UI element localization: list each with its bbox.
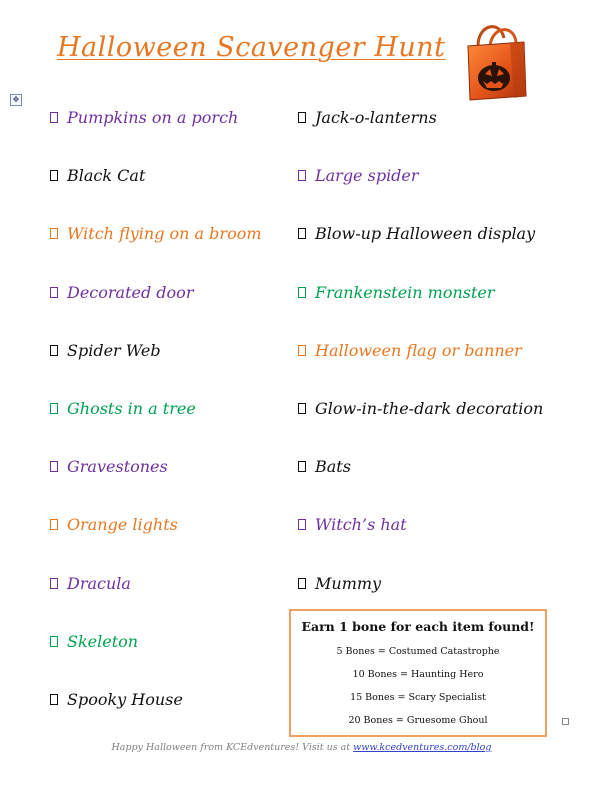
checkbox-icon[interactable] — [298, 578, 306, 589]
checklist-item-label: Jack-o-lanterns — [315, 108, 437, 127]
checklist-item — [50, 574, 131, 593]
checklist-item-label: Witch’s hat — [315, 515, 407, 535]
checklist-item — [298, 166, 419, 185]
bones-heading: Earn 1 bone for each item found! — [301, 619, 535, 634]
checklist-item — [50, 341, 161, 360]
checklist-item — [298, 574, 381, 593]
cell-end-marker — [562, 718, 569, 725]
checkbox-icon[interactable] — [50, 403, 58, 414]
checkbox-icon[interactable] — [50, 170, 58, 181]
bones-tier: 15 Bones = Scary Specialist — [350, 692, 486, 703]
footer-text: Happy Halloween from KCEdventures! Visit us at — [111, 742, 354, 753]
checklist-item — [50, 399, 196, 418]
checklist-item-label: Spider Web — [67, 340, 161, 360]
checkbox-icon[interactable] — [298, 461, 306, 472]
checkbox-icon[interactable] — [50, 694, 58, 705]
bones-tier: 20 Bones = Gruesome Ghoul — [348, 715, 488, 726]
checkbox-icon[interactable] — [50, 519, 58, 530]
checklist-item-label: Witch flying on a broom — [67, 224, 262, 244]
checkbox-icon[interactable] — [50, 578, 58, 589]
checklist-item — [298, 515, 407, 534]
checklist-item-label: Glow-in-the-dark decoration — [315, 399, 544, 418]
checklist-item — [298, 224, 535, 243]
checklist-item-label: Black Cat — [67, 166, 146, 186]
jack-o-lantern-bag-icon — [460, 16, 532, 104]
checklist-item-label: Gravestones — [67, 457, 168, 477]
checklist-item-label: Blow-up Halloween display — [315, 224, 536, 244]
checklist-item — [50, 283, 193, 302]
checklist-item — [298, 108, 437, 127]
checklist-item — [298, 341, 522, 360]
blog-link[interactable]: www.kcedventures.com/blog — [353, 742, 492, 753]
checklist-item-label: Pumpkins on a porch — [67, 108, 239, 127]
checkbox-icon[interactable] — [298, 519, 306, 530]
checklist-item-label: Spooky House — [67, 690, 183, 709]
checkbox-icon[interactable] — [298, 345, 306, 356]
checklist-item — [298, 283, 495, 302]
footer — [0, 742, 603, 753]
checklist-item-label: Orange lights — [67, 515, 178, 535]
checklist-item — [50, 690, 183, 709]
checklist-item — [50, 108, 238, 127]
checklist-item-label: Bats — [315, 457, 351, 477]
checkbox-icon[interactable] — [298, 112, 306, 123]
checklist-item — [298, 399, 543, 418]
checkbox-icon[interactable] — [298, 170, 306, 181]
checkbox-icon[interactable] — [50, 112, 58, 123]
checklist-item-label: Ghosts in a tree — [67, 399, 196, 418]
checklist-item-label: Mummy — [315, 573, 382, 593]
checkbox-icon[interactable] — [50, 636, 58, 647]
checkbox-icon[interactable] — [50, 287, 58, 298]
checklist-item-label: Frankenstein monster — [315, 282, 495, 302]
checklist-item — [50, 457, 168, 476]
checkbox-icon[interactable] — [50, 461, 58, 472]
checklist-item-label: Dracula — [67, 573, 131, 593]
checkbox-icon[interactable] — [50, 345, 58, 356]
checklist-item — [298, 457, 351, 476]
table-move-handle-icon[interactable]: ✥ — [10, 94, 22, 106]
checklist-item-label: Large spider — [315, 166, 419, 186]
checklist-item — [50, 632, 138, 651]
checkbox-icon[interactable] — [298, 403, 306, 414]
checklist-item — [50, 166, 145, 185]
checkbox-icon[interactable] — [298, 228, 306, 239]
bones-tier: 5 Bones = Costumed Catastrophe — [336, 646, 500, 657]
checklist-item-label: Halloween flag or banner — [315, 340, 522, 360]
checklist-item-label: Skeleton — [67, 631, 139, 651]
checkbox-icon[interactable] — [50, 228, 58, 239]
bones-tier: 10 Bones = Haunting Hero — [352, 669, 484, 680]
checkbox-icon[interactable] — [298, 287, 306, 298]
checklist-item — [50, 515, 178, 534]
bones-reward-box — [289, 609, 547, 737]
checklist-item-label: Decorated door — [67, 282, 194, 302]
checklist-item — [50, 224, 262, 243]
page-title: Halloween Scavenger Hunt — [57, 32, 446, 63]
